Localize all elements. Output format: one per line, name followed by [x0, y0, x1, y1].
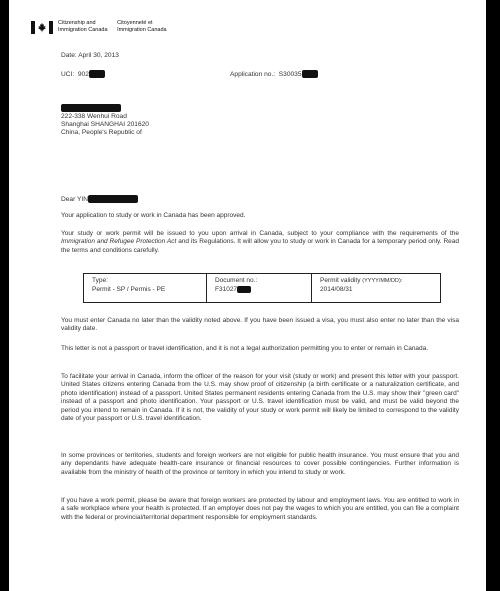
redaction-mark	[88, 195, 138, 203]
approval-paragraph: Your application to study or work in Canada has been approved.	[61, 212, 246, 219]
dept-name-fr: Citoyenneté et Immigration Canada	[117, 20, 167, 33]
redaction-mark	[302, 70, 318, 78]
application-number-line: Application no.: S30035	[230, 70, 318, 79]
not-passport-paragraph: This letter is not a passport or travel identification, and it is not a legal authorization permitting you to enter or remain in Canada.	[61, 345, 429, 352]
letter-page	[6, 0, 492, 591]
arrival-instructions-paragraph: To facilitate your arrival in Canada, inform the officer of the reason for your visit (study or work) and present this letter with your passport. United States citizens entering Canada from the U.S. may show proof of citizenship (a birth certificate or a naturalization certificate, and photo identification) instead of a passport. United States permanent residents entering Canada from the U.S. may show their "green card" instead of a passport and photo identification. Your passport or U.S. travel identification must be valid, and must be valid beyond the period you intend to remain in Canada. If it is not, the validity of your study or work permit will likely be limited to correspond to the validity date of your passport or U.S. travel identification.	[61, 373, 459, 423]
permit-details-table	[83, 273, 441, 303]
permit-validity-cell: Permit validity (YYYY/MM/DD): 2014/08/31	[320, 277, 403, 293]
health-insurance-paragraph: In some provinces or territories, students and foreign workers are not eligible for public health insurance. You must ensure that you and any dependants have adequate health-care insurance or financial resources to cover possible contingencies. Further information is available from the ministry of health of the province or territory in which you intend to study or work.	[61, 452, 459, 476]
worker-rights-paragraph: If you have a work permit, please be aware that foreign workers are protected by labour and employment laws. You are entitled to work in a safe workplace where your health is protected. If an employer does not pay the wages to which you are entitled, you can file a complaint with the federal or provincial/territorial department responsible for employment standards.	[61, 497, 459, 521]
redaction-mark	[237, 286, 251, 293]
permit-type-cell: Type: Permit - SP / Permis - PE	[84, 274, 207, 302]
dept-name-en: Citizenship and Immigration Canada	[58, 20, 108, 33]
salutation: Dear YIN	[61, 195, 138, 204]
government-signature	[31, 20, 175, 34]
canada-flag-icon	[31, 21, 53, 34]
redacted-name	[61, 104, 121, 112]
letter-date: Date: April 30, 2013	[61, 52, 119, 59]
uci-line: UCI: 902	[61, 70, 105, 79]
document-number-cell: Document no.: F31027	[207, 274, 312, 302]
entry-deadline-paragraph: You must enter Canada no later than the validity noted above. If you have been issued a visa, you must also enter no later than the visa validity date.	[61, 317, 459, 333]
permit-issuance-paragraph: Your study or work permit will be issued to you upon arrival in Canada, subject to your compliance with the requirements of the Immigration and Refugee Protection Act and its Regulations. It will allow you to study or work in Canada for a temporary period only. Read the terms and conditions carefully.	[61, 230, 460, 254]
mailing-address: 222-338 Wenhui Road Shanghai SHANGHAI 201620 China, People's Republic of	[61, 113, 149, 137]
redaction-mark	[89, 70, 105, 78]
